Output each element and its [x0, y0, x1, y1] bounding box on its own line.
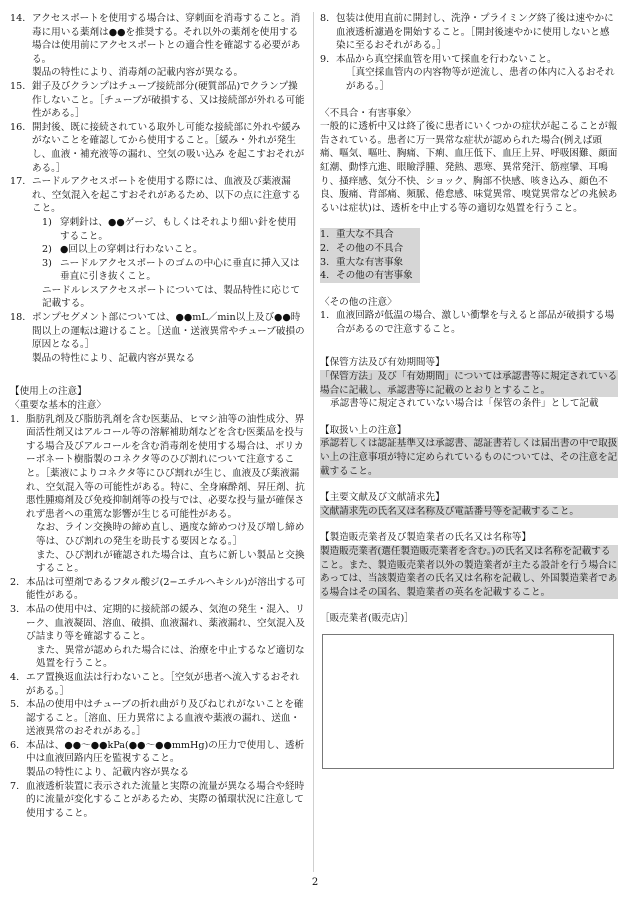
item-note: 製品の特性により、消毒剤の記載内容が異なる。	[32, 67, 244, 79]
list-item	[10, 671, 306, 698]
references-text: 文献請求先の氏名又は名称及び電話番号等を記載すること。	[320, 505, 618, 519]
page-number: 2	[311, 877, 319, 888]
list-item	[320, 269, 420, 283]
storage-text: 「保管方法」及び「有効期間」については承認書等に規定されている場合に記載し、承認書等に記載のとおりとすること。	[320, 371, 618, 396]
item-text: 本品の使用中はチューブの折れ曲がり及びねじれがないことを確認すること。［溶血、圧力異常による血液や薬液の漏れ、送血・送液異常のおそれがある。］	[26, 699, 304, 738]
list-item	[10, 698, 306, 739]
item-text: 重大な不具合	[336, 229, 394, 241]
list-item	[320, 228, 420, 242]
section-title-handling: 【取扱い上の注意】	[320, 424, 407, 436]
sub-item-number: 2)	[42, 244, 52, 256]
item-number: 1.	[320, 310, 330, 322]
handling-text: 承認若しくは認証基準又は承認書、認証書若しくは届出書の中で取扱い上の注意事項が特に定められているものについては、その注意を記載すること。	[320, 438, 618, 477]
item-number: 9.	[320, 53, 330, 65]
right-column	[320, 12, 618, 769]
sub-item-text: 穿刺針は、●●ゲージ、もしくはそれより細い針を使用すること。	[60, 216, 297, 242]
list-item	[10, 80, 306, 121]
sub-item-number: 1)	[42, 216, 52, 228]
section-title-manufacturer: 【製造販売業者及び製造業者の氏名又は名称等】	[320, 532, 532, 544]
item-text: ポンプセグメント部については、●●mL／min以上及び●●時間以上の運転は避けること。［送血・送液異常やチューブ破損の原因となる。］	[32, 312, 305, 351]
list-item	[320, 12, 618, 53]
item-number: 7.	[10, 780, 20, 792]
list-item	[320, 242, 420, 256]
item-number: 16.	[10, 121, 26, 133]
adverse-events-list	[320, 228, 618, 282]
section-title-storage: 【保管方法及び有効期間等】	[320, 357, 445, 369]
left-column	[10, 12, 306, 820]
item-text: 重大な有害事象	[336, 256, 404, 268]
manufacturer-text: 製造販売業者(選任製造販売業者を含む。)の氏名又は名称を記載すること。また、製造販売業者以外の製造業者が主たる設計を行う場合にあっては、当該製造業者の氏名又は名称を記載し、外国製造業者である場合はその国名、製造業者の英名を記載すること。	[320, 546, 618, 598]
subsection-title-adverse-events: 〈不具合・有害事象〉	[320, 107, 416, 119]
section-title-references: 【主要文献及び文献請求先】	[320, 492, 445, 504]
list-item	[10, 175, 306, 311]
subsection-title-basic-precautions: 〈重要な基本的注意〉	[10, 400, 106, 412]
item-number: 2.	[10, 576, 20, 588]
sub-item	[32, 243, 306, 257]
list-item	[320, 53, 618, 94]
item-number: 4.	[320, 270, 330, 282]
list-item	[10, 121, 306, 175]
item-text: アクセスポートを使用する場合は、穿刺面を消毒すること。消毒に用いる薬剤は●●を推奨する。それ以外の薬剤を使用する場合は使用前にアクセスポートとの適合性を確認する必要がある。	[32, 13, 301, 65]
seller-box	[322, 634, 614, 769]
item-text: 鉗子及びクランプはチューブ接続部分(硬質部品)でクランプ操作しないこと。［チューブが破損する、又は接続部が外れる可能性がある。］	[32, 80, 305, 120]
storage-note: 承認書等に規定されていない場合は「保管の条件」として記載	[330, 398, 599, 410]
item-text: 血液透析装置に表示された流量と実際の流量が異なる場合や経時的に流量が変化することがあるため、実際の循環状況に注意して使用すること。	[26, 780, 305, 819]
item-number: 15.	[10, 80, 26, 92]
item-number: 14.	[10, 13, 26, 24]
section-title-precautions: 【使用上の注意】	[10, 386, 87, 398]
list-item	[320, 309, 618, 336]
sub-item-text: ニードルアクセスポートのゴムの中心に垂直に挿入又は垂直に引き抜くこと。	[60, 257, 300, 283]
item-number: 3.	[320, 256, 330, 268]
item-text: 包装は使用直前に開封し、洗浄・プライミング終了後は速やかに血液透析濾過を開始すること。［開封後速やかに使用しないと感染に至るおそれがある。］	[336, 13, 614, 52]
item-text: その他の不具合	[336, 242, 404, 254]
item-note: 製品の特性により、記載内容が異なる	[26, 767, 190, 779]
sub-item	[32, 257, 306, 284]
item-note: 製品の特性により、記載内容が異なる	[32, 352, 196, 364]
item-number: 1.	[320, 229, 330, 241]
list-item	[10, 311, 306, 365]
item-note: ［真空採血管内の内容物等が逆流し、患者の体内に入るおそれがある。］	[346, 67, 615, 92]
item-text: 血液回路が低温の場合、激しい衝撃を与えると部品が破損する場合があるので注意すること。	[336, 310, 615, 335]
item-number: 18.	[10, 312, 26, 324]
subsection-title-other-precautions: 〈その他の注意〉	[320, 296, 397, 308]
item-text: 脂肪乳剤及び脂肪乳剤を含む医薬品、ヒマシ油等の油性成分、界面活性剤又はアルコール等の溶解補助剤などを含む医薬品を投与する場合及びアルコールを含む消毒剤を使用する場合は、ポリカーボネート樹脂製のコネクタ等のひび割れについて注意すること。［薬液によりコネクタ等にひび割れが生じ、血液及び薬液漏れ、空気混入等の可能性がある。特に、全身麻酔剤、昇圧剤、抗悪性腫瘍剤及び免疫抑制剤等の投与では、必要な投与量が確保されず患者への重篤な影響が生じる可能性がある。	[26, 413, 305, 520]
item-text: 本品の使用中は、定期的に接続部の緩み、気泡の発生・混入、リーク、血液凝固、溶血、破損、血液漏れ、薬液漏れ、空気混入及び詰まり等を確認すること。	[26, 603, 305, 643]
list-item	[10, 413, 306, 576]
item-text: エア置換返血法は行わないこと。［空気が患者へ流入するおそれがある。］	[26, 671, 300, 697]
column-divider	[313, 12, 314, 872]
list-item	[10, 576, 306, 603]
item-number: 4.	[10, 671, 20, 683]
item-text: 本品は、●●〜●●kPa(●●〜●●mmHg)の圧力で使用し、透析中は血液回路内圧を監視すること。	[26, 739, 305, 765]
item-number: 17.	[10, 176, 26, 188]
sub-item-number: 3)	[42, 257, 52, 269]
item-text: その他の有害事象	[336, 270, 413, 282]
item-number: 1.	[10, 413, 20, 425]
list-item	[10, 739, 306, 780]
item-note: なお、ライン交換時の締め直し、過度な締めつけ及び増し締め等は、ひび割れの発生を助長する要因となる。］	[36, 522, 305, 547]
item-number: 6.	[10, 739, 20, 751]
list-item	[10, 603, 306, 671]
item-text: 開封後、既に接続されている取外し可能な接続部に外れや緩みがないことを確認してから使用すること。［緩み・外れが発生し、血液・補充液等の漏れ、空気の吸い込み を起こすおそれがある。］	[32, 121, 305, 174]
list-item	[10, 780, 306, 821]
section-title-seller: ［販売業者(販売店)］	[320, 613, 414, 625]
sub-item-text: ●回以上の穿刺は行わないこと。	[60, 244, 203, 256]
item-number: 8.	[320, 13, 330, 24]
item-number: 2.	[320, 242, 330, 254]
item-text: 本品から真空採血管を用いて採血を行わないこと。	[336, 53, 557, 65]
list-item	[320, 256, 420, 270]
item-text: 本品は可塑剤であるフタル酸ジ(2−エチルヘキシル)が溶出する可能性がある。	[26, 576, 306, 602]
item-note: ニードルレスアクセスポートについては、製品特性に応じて記載する。	[42, 284, 301, 310]
item-note: また、異常が認められた場合には、治療を中止するなど適切な処置を行うこと。	[36, 644, 305, 670]
sub-item	[32, 216, 306, 243]
item-number: 3.	[10, 603, 20, 615]
adverse-events-text: 一般的に透析中又は終了後に患者にいくつかの症状が起こることが報告されている。患者に万一異常な症状が認められた場合(例えば頭痛、嘔気、嘔吐、胸痛、下痢、血圧低下、血圧上昇、呼吸困難、顔面紅潮、動悸亢進、眼瞼浮腫、発熱、悪寒、異常発汗、筋痙攣、耳鳴り、掻痒感、気分不快、ショック、胸部不快感、咳き込み、顔色不良、腹痛、背部痛、頻脈、倦怠感、味覚異常、嗅覚異常などの兆候あるいは症状)は、透析を中止する等の適切な処置を行うこと。	[320, 121, 618, 214]
item-number: 5.	[10, 699, 20, 711]
item-note: また、ひび割れが確認された場合は、直ちに新しい製品と交換すること。	[36, 549, 305, 575]
list-item	[10, 12, 306, 80]
item-text: ニードルアクセスポートを使用する際には、血液及び薬液漏れ、空気混入を起こすおそれがあるため、以下の点に注意すること。	[32, 176, 301, 215]
